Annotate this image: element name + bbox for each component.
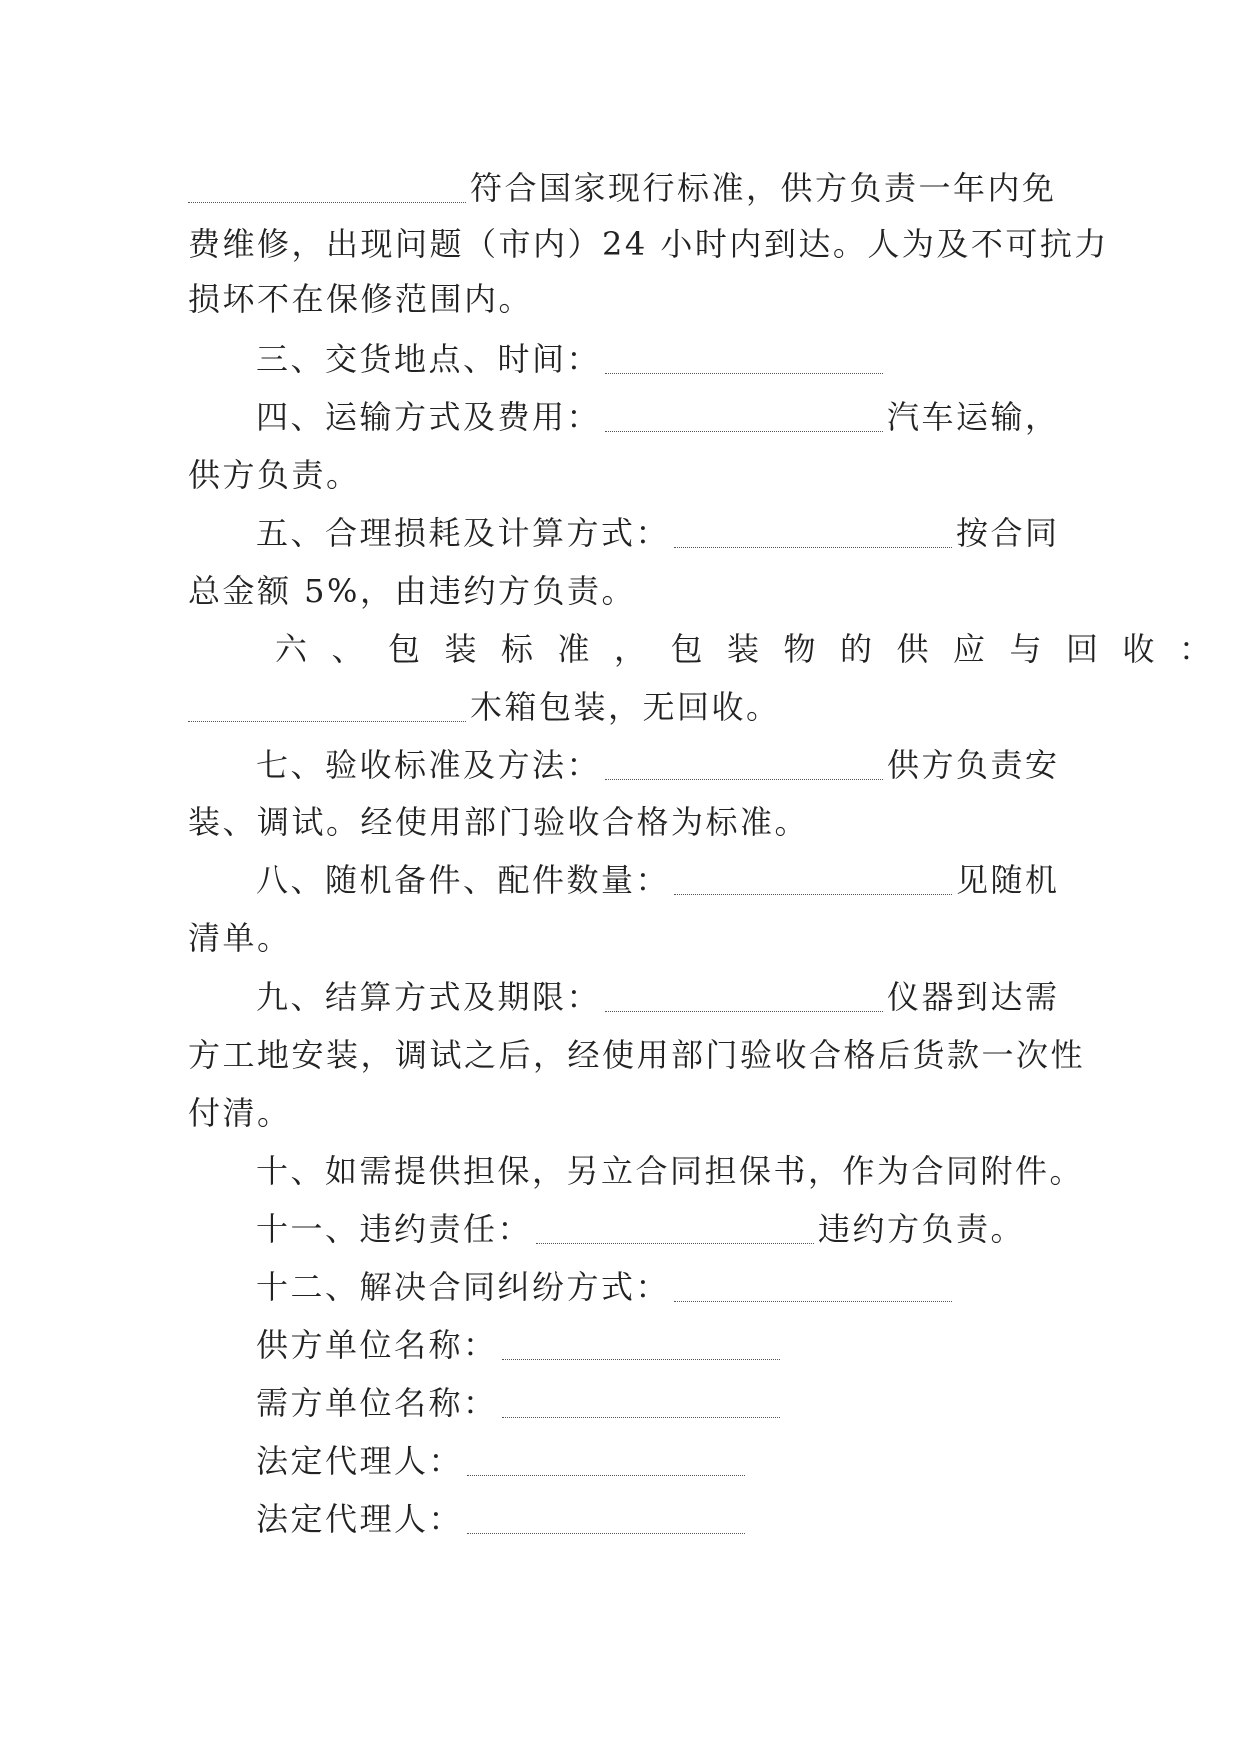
buyer-legal-agent-blank[interactable] [467,1497,745,1534]
line-text: 符合国家现行标准，供方负责一年内免 [470,169,1057,207]
line-text: 汽车运输， [887,398,1060,436]
supplier-name-label: 供方单位名称： [256,1326,498,1364]
clause-4-label: 四、运输方式及费用： [256,398,602,436]
line-5 [256,392,1241,442]
line-text: 付清。 [188,1094,292,1132]
clause-10-text: 十、如需提供担保，另立合同担保书，作为合同附件。 [256,1152,1085,1190]
line-12 [188,797,1241,847]
fill-blank[interactable] [188,166,466,203]
loss-calculation-blank[interactable] [674,511,952,548]
line-19 [256,1204,1241,1254]
line-1 [188,163,1241,213]
line-text: 供方负责。 [188,456,361,494]
buyer-name-label: 需方单位名称： [256,1384,498,1422]
clause-11-label: 十一、违约责任： [256,1210,533,1248]
supplier-name-blank[interactable] [502,1323,780,1360]
clause-7-label: 七、验收标准及方法： [256,746,602,784]
packaging-blank[interactable] [188,685,466,722]
line-text: 损坏不在保修范围内。 [188,280,534,318]
line-13 [256,855,1241,905]
buyer-name-blank[interactable] [502,1381,780,1418]
line-21 [256,1320,1241,1370]
line-text: 方工地安装，调试之后，经使用部门验收合格后货款一次性 [188,1036,1086,1074]
line-text: 总金额 5%，由违约方负责。 [188,572,636,610]
clause-6-label: 六、包装标准，包装物的供应与回收： [275,630,1236,668]
line-18 [256,1146,1241,1196]
line-14 [188,913,1241,963]
line-9 [275,624,1241,674]
legal-agent-label: 法定代理人： [256,1442,464,1480]
line-text: 供方负责安 [887,746,1060,784]
spare-parts-blank[interactable] [674,858,952,895]
line-7 [256,508,1241,558]
supplier-legal-agent-blank[interactable] [467,1439,745,1476]
line-text: 违约方负责。 [818,1210,1026,1248]
legal-agent-label: 法定代理人： [256,1500,464,1538]
line-16 [188,1030,1241,1080]
line-4 [256,334,1241,384]
line-15 [256,972,1241,1022]
liability-blank[interactable] [536,1207,814,1244]
delivery-place-time-blank[interactable] [605,337,883,374]
line-8 [188,566,1241,616]
line-3 [188,274,1241,324]
line-22 [256,1378,1241,1428]
line-text: 装、调试。经使用部门验收合格为标准。 [188,803,810,841]
line-text: 按合同 [956,514,1060,552]
line-text: 见随机 [956,861,1060,899]
clause-12-label: 十二、解决合同纠纷方式： [256,1268,671,1306]
acceptance-blank[interactable] [605,743,883,780]
line-11 [256,740,1241,790]
line-text: 仪器到达需 [887,978,1060,1016]
settlement-blank[interactable] [605,975,883,1012]
line-20 [256,1262,1241,1312]
clause-9-label: 九、结算方式及期限： [256,978,602,1016]
line-text: 木箱包装，无回收。 [470,688,781,726]
line-6 [188,450,1241,500]
transport-blank[interactable] [605,395,883,432]
dispute-resolution-blank[interactable] [674,1265,952,1302]
line-text: 费维修，出现问题（市内）24 小时内到达。人为及不可抗力 [188,225,1109,263]
line-2 [188,219,1241,269]
clause-8-label: 八、随机备件、配件数量： [256,861,671,899]
line-17 [188,1088,1241,1138]
line-text: 清单。 [188,919,292,957]
line-24 [256,1494,1241,1544]
clause-5-label: 五、合理损耗及计算方式： [256,514,671,552]
line-10 [188,682,1241,732]
clause-3-label: 三、交货地点、时间： [256,340,602,378]
line-23 [256,1436,1241,1486]
